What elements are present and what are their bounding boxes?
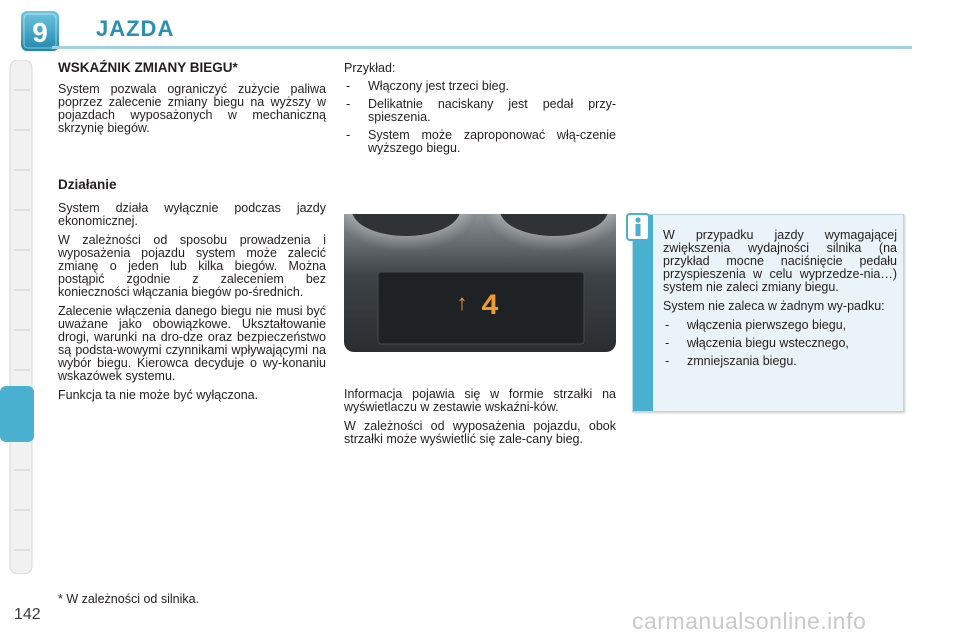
chapter-tab-strip xyxy=(0,60,34,574)
operation-paragraph: W zależności od sposobu prowadzenia i wyposażenia pojazdu system może zalecić zmianę o jeden lub kilka biegów. Można postąpić zgodnie z zaleceniem bez konieczności włączania biegów po-średnich. xyxy=(58,233,326,299)
list-item: - Delikatnie naciskany jest pedał przy-spieszenia. xyxy=(344,98,616,124)
info-list xyxy=(663,319,897,368)
footnote: * W zależności od silnika. xyxy=(58,592,200,606)
example-label: Przykład: xyxy=(344,61,396,75)
info-paragraph: W przypadku jazdy wymagającej zwiększenia wydajności silnika (na przykład mocne naciśnięcie pedału przyspieszenia w celu wyprzedze-nia…) system nie zaleci zmiany biegu. xyxy=(663,228,897,294)
section-title: WSKAŹNIK ZMIANY BIEGU* xyxy=(58,60,238,75)
info-box-bar xyxy=(633,215,653,411)
example-column xyxy=(344,62,616,160)
section-intro: System pozwala ograniczyć zużycie paliwa poprzez zalecenie zmiany biegu na wyższy w pojazdach wyposażonych w mechaniczną skrzynię biegów. xyxy=(58,82,326,135)
display-description xyxy=(344,388,616,446)
list-item: - włączenia biegu wstecznego, xyxy=(663,337,897,350)
list-item: - Włączony jest trzeci bieg. xyxy=(344,80,616,93)
chapter-title: JAZDA xyxy=(96,16,175,41)
list-item: - System może zaproponować włą-czenie wyższego biegu. xyxy=(344,129,616,155)
operation-paragraph: System działa wyłącznie podczas jazdy ekonomicznej. xyxy=(58,201,326,228)
instrument-display-photo xyxy=(344,214,616,352)
list-item: - zmniejszania biegu. xyxy=(663,355,897,368)
list-item: - włączenia pierwszego biegu, xyxy=(663,319,897,332)
header-rule xyxy=(52,46,912,49)
example-list xyxy=(344,80,616,155)
main-column xyxy=(58,60,326,402)
operation-paragraph: Funkcja ta nie może być wyłączona. xyxy=(58,388,259,402)
operation-title: Działanie xyxy=(58,177,117,192)
upshift-arrow-icon: ↑ xyxy=(456,290,468,315)
recommended-gear: 4 xyxy=(480,290,500,324)
info-icon xyxy=(626,213,650,241)
info-paragraph: System nie zaleca w żadnym wy-padku: xyxy=(663,299,885,313)
chapter-number: 9 xyxy=(32,17,48,48)
display-paragraph: Informacja pojawia się w formie strzałki na wyświetlaczu w zestawie wskaźni-ków. xyxy=(344,387,616,414)
operation-paragraph: Zalecenie włączenia danego biegu nie musi być uważane jako obowiązkowe. Ukształtowanie drogi, warunki na dro-dze oraz bezpieczeństwo są podsta-wowymi czynnikami wpływającymi na wybór biegu. Kierowca decyduje o wy-konaniu wskazówek systemu. xyxy=(58,304,326,383)
display-paragraph: W zależności od wyposażenia pojazdu, obok strzałki może wyświetlić się zale-cany bieg. xyxy=(344,419,616,446)
watermark: carmanualsonline.info xyxy=(632,608,867,634)
page-number: 142 xyxy=(14,606,41,623)
info-box xyxy=(632,214,904,412)
